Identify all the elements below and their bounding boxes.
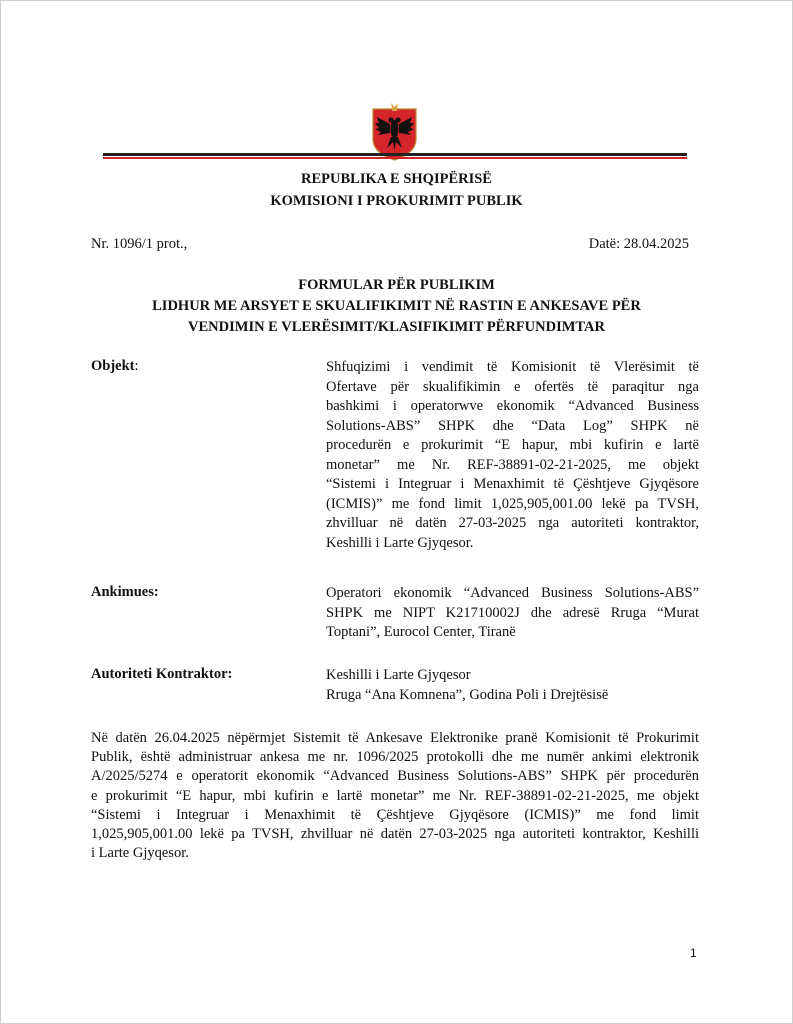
body-paragraph: [91, 729, 699, 863]
body-line: e prokurimit “E hapur, mbi kufirin e lartë monetar” me Nr. REF-38891-02-21-2025, me objekt: [91, 787, 699, 804]
objekt-label: Objekt:: [91, 358, 139, 374]
title-line-2: LIDHUR ME ARSYET E SKUALIFIKIMIT NË RASTIN E ANKESAVE PËR: [152, 298, 641, 314]
body-line: Në datën 26.04.2025 nëpërmjet Sistemit të Ankesave Elektronike pranë Komisionit të Prokurimit: [91, 730, 699, 746]
body-line: i Larte Gjyqesor.: [91, 845, 189, 862]
republic-heading: REPUBLIKA E SHQIPËRISË: [301, 171, 492, 187]
document-title: [0, 275, 793, 338]
title-line-1: FORMULAR PËR PUBLIKIM: [298, 277, 495, 293]
objekt-line: Shfuqizimi i vendimit të Komisionit të Vlerësimit të: [326, 359, 699, 375]
commission-heading: KOMISIONI I PROKURIMIT PUBLIK: [270, 193, 523, 209]
body-line: “Sistemi i Integruar i Menaxhimit të Çështjeve Gjyqësore (ICMIS)” me fond limit: [91, 806, 699, 823]
header-rule-dark: [103, 153, 687, 156]
objekt-line: monetar” me Nr. REF-38891-02-21-2025, me objekt: [326, 456, 699, 473]
albanian-coat-of-arms-icon: [371, 101, 418, 161]
objekt-line: bashkimi i operatorwve ekonomik “Advanced Business: [326, 398, 699, 414]
autoriteti-line: Rruga “Ana Komnena”, Godina Poli i Drejtësisë: [326, 686, 609, 703]
page-number: 1: [690, 946, 697, 960]
objekt-value: [326, 358, 699, 553]
autoriteti-line: Keshilli i Larte Gjyqesor: [326, 667, 471, 683]
body-line: Publik, është administruar ankesa me nr. 1096/2025 protokolli dhe me numër ankimi elektronik: [91, 749, 699, 766]
objekt-line: procedurën e prokurimit “E hapur, mbi kufirin e lartë: [326, 437, 699, 453]
objekt-line: Solutions-ABS” SHPK dhe “Data Log” SHPK në: [326, 417, 699, 434]
autoriteti-value: [326, 666, 699, 705]
body-line: A/2025/5274 e operatorit ekonomik “Advanced Business Solutions-ABS” SHPK për procedurën: [91, 768, 699, 785]
ankimues-label: Ankimues:: [91, 584, 159, 600]
title-line-3: VENDIMIN E VLERËSIMIT/KLASIFIKIMIT PËRFUNDIMTAR: [188, 319, 605, 335]
ankimues-line: Toptani”, Eurocol Center, Tiranë: [326, 624, 516, 640]
header-rule-red: [103, 157, 687, 159]
ankimues-line: SHPK me NIPT K21710002J dhe adresë Rruga “Murat: [326, 604, 699, 621]
protocol-number: Nr. 1096/1 prot.,: [91, 236, 188, 252]
document-date: Datë: 28.04.2025: [588, 236, 689, 252]
objekt-line: “Sistemi i Integruar i Menaxhimit të Çështjeve Gjyqësore: [326, 476, 699, 492]
objekt-line: zhvilluar në datën 27-03-2025 nga autoriteti kontraktor,: [326, 515, 699, 531]
objekt-line: (ICMIS)” me fond limit 1,025,905,001.00 lekë pa TVSH,: [326, 495, 699, 512]
body-line: 1,025,905,001.00 lekë pa TVSH, zhvilluar në datën 27-03-2025 nga autoriteti kontraktor, Keshilli: [91, 826, 699, 843]
objekt-line: Keshilli i Larte Gjyqesor.: [326, 534, 474, 551]
objekt-line: Ofertave për skualifikimin e ofertës të paraqitur nga: [326, 378, 699, 395]
ankimues-value: [326, 584, 699, 643]
ankimues-line: Operatori ekonomik “Advanced Business Solutions-ABS”: [326, 585, 699, 601]
autoriteti-label: Autoriteti Kontraktor:: [91, 666, 233, 682]
